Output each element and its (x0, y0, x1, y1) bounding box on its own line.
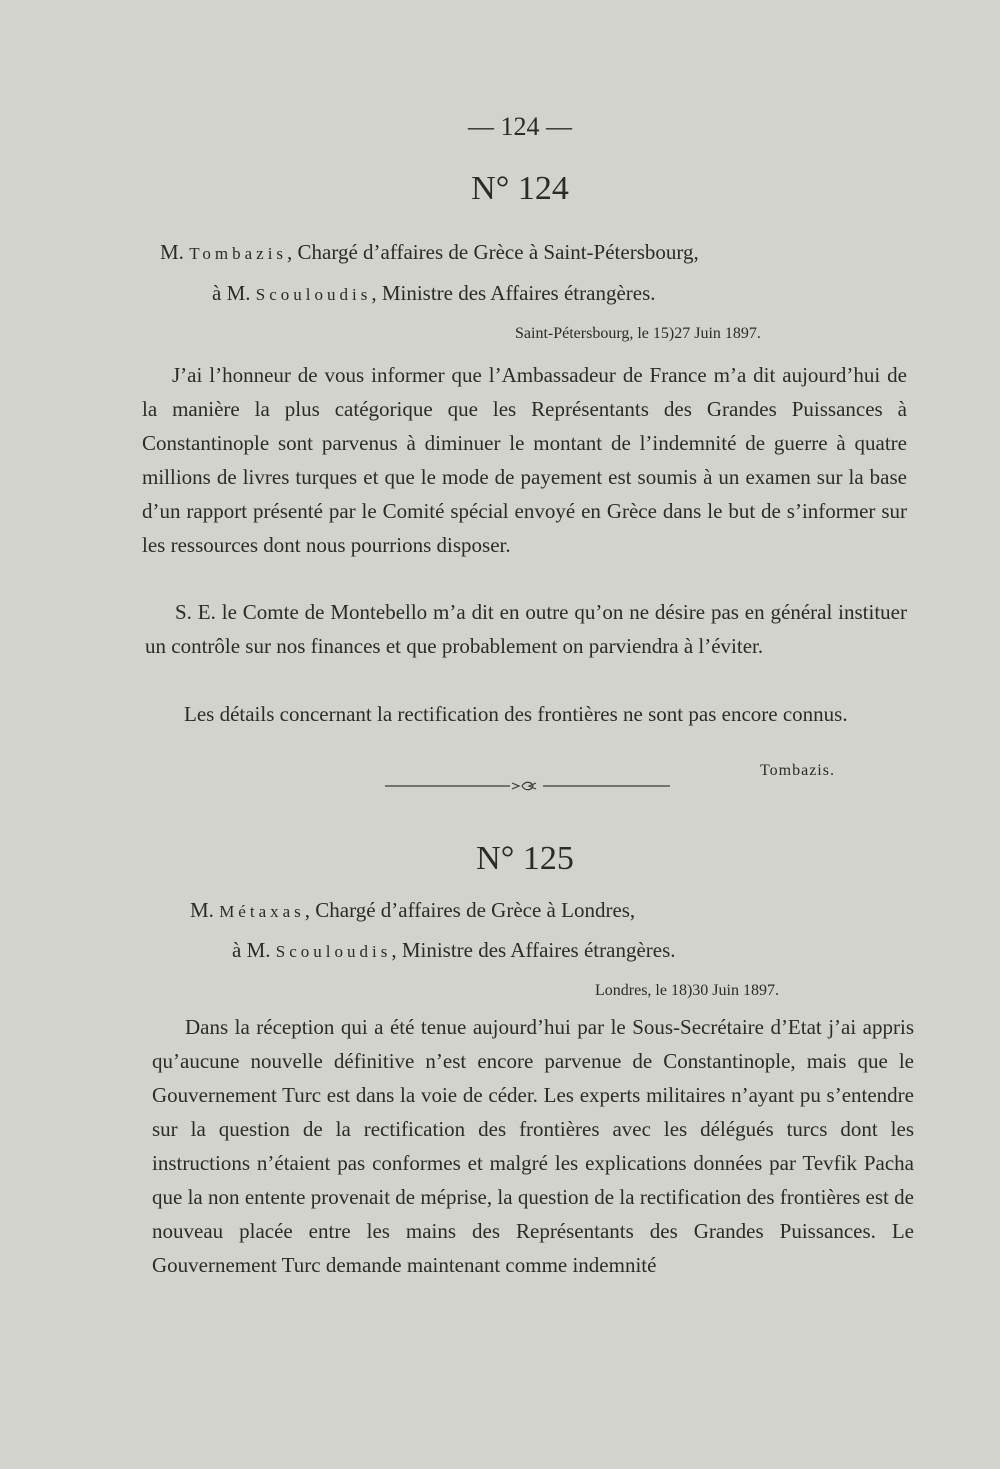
sender-line: M. Tombazis, Chargé d’affaires de Grèce à Saint-Pétersbourg, (160, 240, 699, 264)
dateline: Saint-Pétersbourg, le 15)27 Juin 1897. (515, 325, 761, 342)
sender-name: Métaxas (219, 902, 305, 921)
recipient-name: Scouloudis (255, 285, 372, 304)
paragraph: Dans la réception qui a été tenue aujourd’hui par le Sous-Secrétaire d’Etat j’ai appris qu’aucune nouvelle définitive n’est encore parvenue de Constantinople, mais que le Gouvernement Turc est dans la voie de céder. Les experts militaires n’ayant pu s’entendre sur la question de la rectification des frontières avec les délégués turcs dont les instructions n’étaient pas conformes et malgré les explications données par Tevfik Pacha que la non entente provenait de méprise, la question de la rectification des frontières est de nouveau placée entre les mains des Représentants des Grandes Puissances. Le Gouvernement Turc demande maintenant comme indemnité (152, 1015, 914, 1277)
paragraph: Les détails concernant la rectification des frontières ne sont pas encore connus. (184, 702, 848, 726)
page-number: — 124 — (468, 112, 572, 141)
recipient-line: à M. Scouloudis, Ministre des Affaires étrangères. (232, 938, 676, 962)
sender-line: M. Métaxas, Chargé d’affaires de Grèce à Londres, (190, 898, 636, 922)
dateline: Londres, le 18)30 Juin 1897. (595, 982, 779, 999)
signature: Tombazis. (760, 762, 835, 779)
paragraph: J’ai l’honneur de vous informer que l’Ambassadeur de France m’a dit aujourd’hui de la manière la plus catégorique que les Représentants des Grandes Puissances à Constantinople sont parvenus à diminuer le montant de l’indemnité de guerre à quatre millions de livres turques et que le mode de payement est soumis à un examen sur la base d’un rapport présenté par le Comité spécial envoyé en Grèce dans le but de s’informer sur les ressources dont nous pourrions disposer. (142, 363, 907, 557)
letter-number: N° 125 (476, 840, 574, 877)
separator-ornament (385, 778, 670, 794)
recipient-line: à M. Scouloudis, Ministre des Affaires étrangères. (212, 281, 656, 305)
paragraph: S. E. le Comte de Montebello m’a dit en outre qu’on ne désire pas en général instituer un contrôle sur nos finances et que probablement on parviendra à l’éviter. (145, 600, 907, 658)
sender-name: Tombazis (189, 244, 288, 263)
letter-number: N° 124 (471, 170, 569, 207)
recipient-name: Scouloudis (275, 942, 392, 961)
